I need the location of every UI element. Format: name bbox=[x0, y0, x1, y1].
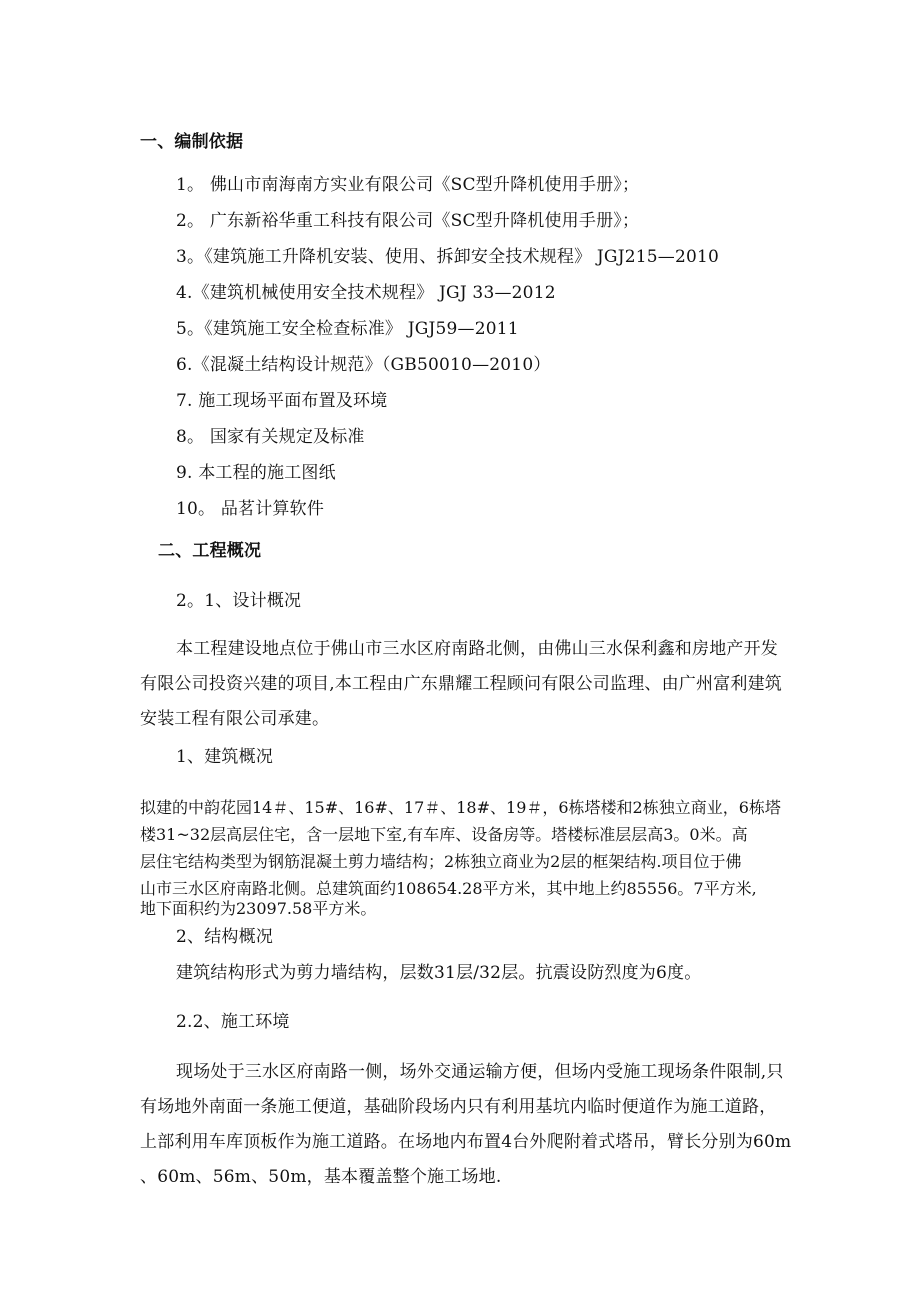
basis-item-8: 8。 国家有关规定及标准 bbox=[176, 427, 365, 447]
section-heading-basis: 一、编制依据 bbox=[140, 132, 244, 152]
basis-item-10: 10。 品茗计算软件 bbox=[176, 499, 325, 519]
environment-para-line-1: 现场处于三水区府南路一侧，场外交通运输方便，但场内受施工现场条件限制,只 bbox=[176, 1062, 784, 1082]
arch-overview-title: 1、建筑概况 bbox=[176, 747, 274, 767]
arch-para-line-1: 拟建的中韵花园14＃、15#、16#、17＃、18#、19＃，6栋塔楼和2栋独立商业，6栋塔 bbox=[140, 798, 781, 817]
design-para-line-3: 安装工程有限公司承建。 bbox=[140, 709, 330, 729]
basis-item-5: 5。《建筑施工安全检查标准》 JGJ59—2011 bbox=[176, 319, 519, 339]
environment-para-line-3: 上部利用车库顶板作为施工道路。在场地内布置4台外爬附着式塔吊，臂长分别为60m bbox=[140, 1132, 792, 1152]
basis-item-3: 3。《建筑施工升降机安装、使用、拆卸安全技术规程》 JGJ215—2010 bbox=[176, 247, 720, 267]
section-heading-overview: 二、工程概况 bbox=[158, 541, 262, 561]
arch-para-line-4: 山市三水区府南路北侧。总建筑面约108654.28平方米，其中地上约85556。7平方米, bbox=[140, 879, 757, 898]
subsection-title-design: 2。1、设计概况 bbox=[176, 591, 302, 611]
basis-item-9: 9. 本工程的施工图纸 bbox=[176, 463, 336, 483]
arch-para-line-5: 地下面积约为23097.58平方米。 bbox=[140, 899, 377, 918]
design-para-line-2: 有限公司投资兴建的项目,本工程由广东鼎耀工程顾问有限公司监理、由广州富利建筑 bbox=[140, 674, 783, 694]
arch-para-line-2: 楼31~32层高层住宅，含一层地下室,有车库、设备房等。塔楼标准层层高3。0米。高 bbox=[140, 825, 748, 844]
basis-item-2: 2。 广东新裕华重工科技有限公司《SC型升降机使用手册》； bbox=[176, 211, 640, 231]
subsection-title-environment: 2.2、施工环境 bbox=[176, 1012, 290, 1032]
environment-para-line-2: 有场地外南面一条施工便道，基础阶段场内只有利用基坑内临时便道作为施工道路， bbox=[140, 1097, 777, 1117]
struct-para-line-1: 建筑结构形式为剪力墙结构，层数31层/32层。抗震设防烈度为6度。 bbox=[176, 963, 702, 983]
basis-item-7: 7. 施工现场平面布置及环境 bbox=[176, 391, 388, 411]
basis-item-1: 1。 佛山市南海南方实业有限公司《SC型升降机使用手册》； bbox=[176, 175, 640, 195]
struct-overview-title: 2、结构概况 bbox=[176, 927, 274, 947]
environment-para-line-4: 、60m、56m、50m，基本覆盖整个施工场地. bbox=[140, 1167, 502, 1187]
design-para-line-1: 本工程建设地点位于佛山市三水区府南路北侧，由佛山三水保利鑫和房地产开发 bbox=[176, 639, 778, 659]
basis-item-6: 6.《混凝土结构设计规范》（GB50010—2010） bbox=[176, 355, 551, 375]
basis-item-4: 4.《建筑机械使用安全技术规程》 JGJ 33—2012 bbox=[176, 283, 556, 303]
arch-para-line-3: 层住宅结构类型为钢筋混凝土剪力墙结构；2栋独立商业为2层的框架结构.项目位于佛 bbox=[140, 852, 742, 871]
